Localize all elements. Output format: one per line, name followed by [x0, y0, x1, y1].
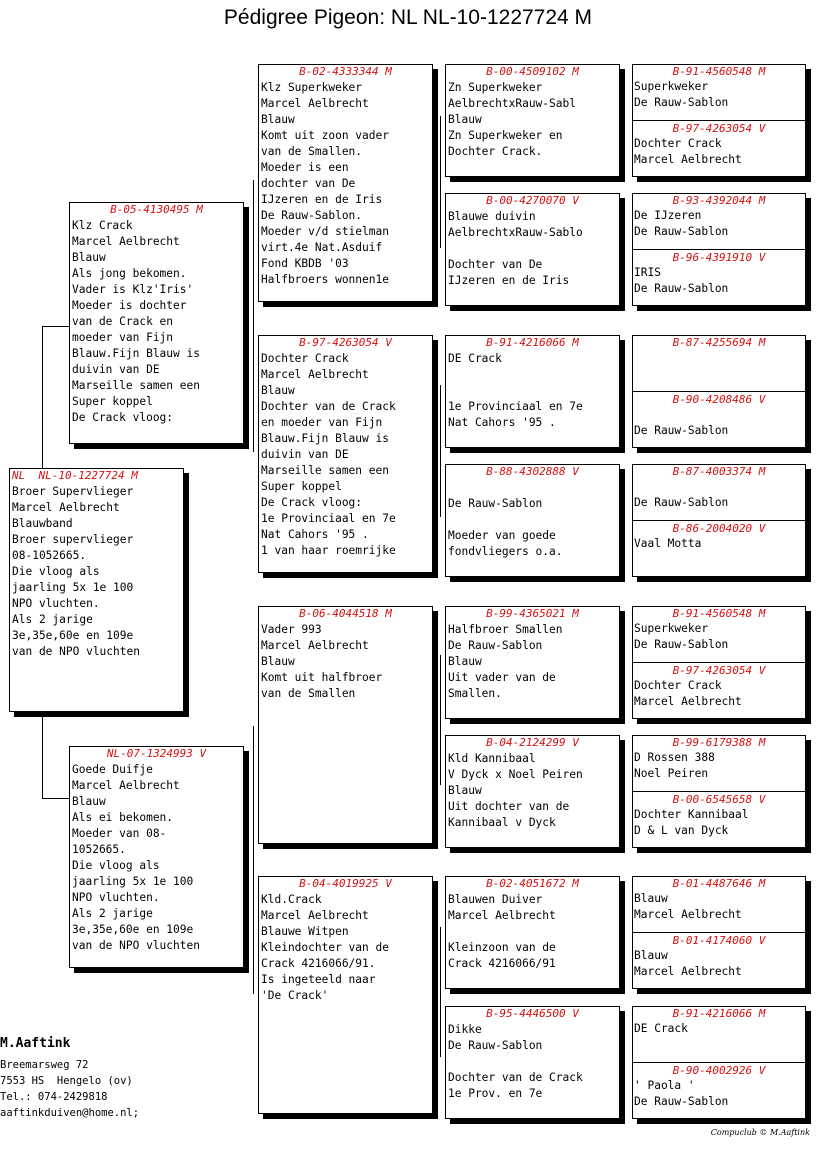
pair-divider: [632, 662, 806, 663]
pedigree-line: Blauw: [634, 892, 668, 905]
pedigree-line: Blauwen Duiver: [448, 893, 543, 906]
pedigree-line: Zn Superkweker: [448, 81, 543, 94]
pedigree-line: Die vloog als: [12, 565, 100, 578]
great-grandparent-card[interactable]: [445, 735, 620, 848]
connector-line: [42, 326, 69, 327]
great-great-grandparent-pair-card[interactable]: [632, 876, 806, 989]
ring-number: B-04-2124299 V: [486, 736, 579, 749]
card-body: [259, 350, 432, 560]
sire-entry: [633, 194, 805, 240]
card-body: [259, 891, 432, 1005]
pedigree-line: van de Crack en: [72, 315, 174, 328]
pair-divider: [632, 520, 806, 521]
pedigree-line: Superkweker: [634, 622, 709, 635]
pedigree-line: Broer Supervlieger: [12, 485, 134, 498]
pedigree-line: Blauw: [72, 251, 106, 264]
ring-number: B-97-4263054 V: [672, 122, 766, 135]
pedigree-line: De Rauw-Sablon: [634, 1095, 729, 1108]
pedigree-line: Vaal Motta: [634, 537, 702, 550]
pedigree-line: Marseille samen een: [261, 464, 389, 477]
card-body: [633, 807, 805, 839]
pedigree-line: De IJzeren: [634, 209, 702, 222]
card-body: [633, 750, 805, 782]
ring-number: B-04-4019925 V: [299, 877, 392, 890]
pedigree-line: Crack 4216066/91.: [261, 957, 376, 970]
ring-number: B-91-4560548 M: [672, 607, 766, 620]
dam-card[interactable]: [69, 746, 244, 968]
pedigree-line: [634, 407, 804, 423]
pedigree-line: jaarling 5x 1e 100: [12, 581, 134, 594]
ring-number: B-00-4509102 M: [486, 65, 579, 78]
pedigree-line: Blauw: [448, 113, 482, 126]
pedigree-line: [448, 480, 617, 496]
pedigree-line: Blauw: [634, 949, 668, 962]
sire-card[interactable]: [69, 202, 244, 444]
pedigree-line: Blauw.Fijn Blauw is: [261, 432, 389, 445]
pedigree-line: Marcel Aelbrecht: [261, 909, 369, 922]
owner-line: 7553 HS Hengelo (ov): [0, 1075, 133, 1087]
ring-number: B-99-6179388 M: [672, 736, 766, 749]
sire-entry: [633, 465, 805, 511]
pedigree-line: IJzeren en de Iris: [261, 193, 383, 206]
card-body: [633, 79, 805, 111]
pedigree-line: Marcel Aelbrecht: [72, 235, 180, 248]
card-body: [633, 891, 805, 923]
connector-line: [42, 712, 43, 798]
pedigree-line: Zn Superkweker en: [448, 129, 563, 142]
pedigree-line: Blauw: [261, 655, 295, 668]
pedigree-line: Fond KBDB '03: [261, 257, 349, 270]
card-body: [446, 621, 619, 703]
grandparent-card[interactable]: [258, 335, 433, 573]
ring-number: B-90-4002926 V: [672, 1064, 766, 1077]
pedigree-line: moeder van Fijn: [72, 331, 174, 344]
pedigree-line: van de Smallen.: [261, 145, 363, 158]
pedigree-line: Klz Superkweker: [261, 81, 363, 94]
pedigree-line: De Rauw-Sablon: [448, 497, 543, 510]
pedigree-line: 1e Provinciaal en 7e: [261, 512, 396, 525]
ring-number: B-91-4216066 M: [672, 1007, 766, 1020]
owner-line: aaftinkduiven@home.nl;: [0, 1107, 140, 1119]
great-grandparent-card[interactable]: [445, 876, 620, 989]
great-great-grandparent-pair-card[interactable]: [632, 1006, 806, 1119]
card-body: [446, 208, 619, 290]
ring-number: B-91-4216066 M: [486, 336, 579, 349]
great-great-grandparent-pair-card[interactable]: [632, 193, 806, 306]
pedigree-line: Dochter van De: [448, 258, 543, 271]
pedigree-line: Kld Kannibaal: [448, 752, 536, 765]
pedigree-line: [634, 350, 804, 366]
card-body: [633, 1021, 805, 1053]
pedigree-line: Dikke: [448, 1023, 482, 1036]
pedigree-line: Marcel Aelbrecht: [261, 368, 369, 381]
pedigree-line: 1052665.: [72, 843, 126, 856]
card-body: [633, 1078, 805, 1110]
pedigree-line: [448, 241, 617, 257]
sire-entry: [633, 736, 805, 782]
pedigree-line: Dochter Crack: [261, 352, 349, 365]
card-body: [633, 136, 805, 168]
ring-number: B-97-4263054 V: [299, 336, 392, 349]
pedigree-line: NPO vluchten.: [12, 597, 100, 610]
pedigree-line: Vader is Klz'Iris': [72, 283, 194, 296]
pedigree-line: De Rauw-Sablon: [634, 96, 729, 109]
ring-number: B-00-4270070 V: [486, 194, 579, 207]
pedigree-line: Superkweker: [634, 80, 709, 93]
sire-entry: [633, 877, 805, 923]
sire-entry: [633, 336, 805, 382]
ring-number: B-99-4365021 M: [486, 607, 579, 620]
pedigree-line: [634, 479, 804, 495]
pedigree-line: van de Smallen: [261, 687, 356, 700]
sire-lines: [70, 217, 243, 427]
pair-divider: [632, 1062, 806, 1063]
dam-entry: [633, 793, 805, 839]
dam-ring: NL-07-1324993 V: [106, 747, 207, 760]
pedigree-line: van de NPO vluchten: [12, 645, 140, 658]
sire-entry: [633, 65, 805, 111]
pedigree-line: virt.4e Nat.Asduif: [261, 241, 383, 254]
owner-line: Tel.: 074-2429818: [0, 1091, 108, 1103]
pedigree-line: 3e,35e,60e en 109e: [12, 629, 134, 642]
card-body: [446, 891, 619, 973]
connector-line: [253, 726, 254, 994]
great-grandparent-card[interactable]: [445, 1006, 620, 1119]
pedigree-line: Marcel Aelbrecht: [261, 97, 369, 110]
dam-entry: [633, 664, 805, 710]
sire-entry: [633, 1007, 805, 1053]
pedigree-line: Als ei bekomen.: [72, 811, 174, 824]
pedigree-line: Kld.Crack: [261, 893, 322, 906]
dam-entry: [633, 522, 805, 568]
connector-line: [42, 798, 69, 799]
great-great-grandparent-pair-card[interactable]: [632, 606, 806, 719]
pedigree-line: Marcel Aelbrecht: [12, 501, 120, 514]
pedigree-line: Moeder van 08-: [72, 827, 167, 840]
pedigree-line: De Rauw-Sablon: [634, 496, 729, 509]
card-body: [259, 79, 432, 289]
pedigree-line: De Rauw-Sablon: [634, 282, 729, 295]
pedigree-line: Moeder is dochter: [72, 299, 187, 312]
pedigree-line: De Rauw-Sablon.: [261, 209, 363, 222]
connector-line: [440, 385, 441, 517]
card-body: [633, 265, 805, 297]
pedigree-line: Uit vader van de: [448, 671, 556, 684]
connector-line: [42, 326, 43, 468]
card-body: [633, 621, 805, 653]
pedigree-line: Marcel Aelbrecht: [72, 779, 180, 792]
dam-entry: [633, 393, 805, 439]
card-body: [446, 79, 619, 161]
pedigree-line: 'De Crack': [261, 989, 329, 1002]
pedigree-line: De Rauw-Sablon: [448, 639, 543, 652]
card-body: [633, 479, 805, 511]
pedigree-line: Kleindochter van de: [261, 941, 389, 954]
pedigree-line: Klz Crack: [72, 219, 133, 232]
ring-number: B-02-4051672 M: [486, 877, 579, 890]
pedigree-line: Dochter Crack: [634, 137, 722, 150]
ring-number: B-95-4446500 V: [486, 1007, 579, 1020]
pair-divider: [632, 932, 806, 933]
ring-number: B-88-4302888 V: [486, 465, 579, 478]
pedigree-line: Goede Duifje: [72, 763, 153, 776]
pedigree-line: duivin van DE: [261, 448, 349, 461]
pedigree-line: Komt uit zoon vader: [261, 129, 389, 142]
pedigree-line: Kleinzoon van de: [448, 941, 556, 954]
pedigree-line: Halfbroers wonnen1e: [261, 273, 389, 286]
great-grandparent-card[interactable]: [445, 606, 620, 719]
ring-number: B-06-4044518 M: [299, 607, 392, 620]
pedigree-line: Dochter Crack.: [448, 145, 543, 158]
pedigree-line: Super koppel: [72, 395, 153, 408]
great-great-grandparent-pair-card[interactable]: [632, 735, 806, 848]
pedigree-line: ' Paola ': [634, 1079, 695, 1092]
page-title: Pédigree Pigeon: NL NL-10-1227724 M: [223, 6, 593, 29]
owner-name: M.Aaftink: [0, 1036, 71, 1051]
ring-number: B-97-4263054 V: [672, 664, 766, 677]
pedigree-line: Is ingeteeld naar: [261, 973, 376, 986]
pedigree-line: Marcel Aelbrecht: [448, 909, 556, 922]
sire-ring: B-05-4130495 M: [110, 203, 203, 216]
pedigree-line: Blauw: [261, 384, 295, 397]
pair-divider: [632, 249, 806, 250]
dam-entry: [633, 122, 805, 168]
pedigree-line: V Dyck x Noel Peiren: [448, 768, 583, 781]
ring-number: B-01-4174060 V: [672, 934, 766, 947]
great-grandparent-card[interactable]: [445, 64, 620, 177]
pedigree-line: IJzeren en de Iris: [448, 274, 570, 287]
pair-divider: [632, 120, 806, 121]
pair-divider: [632, 391, 806, 392]
grandparent-card[interactable]: [258, 64, 433, 302]
pedigree-line: 3e,35e,60e en 109e: [72, 923, 194, 936]
card-body: [446, 1021, 619, 1103]
pedigree-line: fondvliegers o.a.: [448, 545, 563, 558]
pedigree-line: Komt uit halfbroer: [261, 671, 383, 684]
ring-number: B-90-4208486 V: [672, 393, 766, 406]
ring-number: B-01-4487646 M: [672, 877, 766, 890]
pedigree-line: jaarling 5x 1e 100: [72, 875, 194, 888]
pedigree-line: [634, 1037, 804, 1053]
pedigree-line: De Crack vloog:: [72, 411, 174, 424]
connector-line: [440, 927, 441, 1057]
pedigree-line: Als 2 jarige: [12, 613, 93, 626]
footer-credit: Compuclub © M.Aaftink: [710, 1128, 810, 1137]
pedigree-line: Blauwe duivin: [448, 210, 536, 223]
pair-divider: [632, 791, 806, 792]
pedigree-line: D Rossen 388: [634, 751, 715, 764]
pedigree-line: Die vloog als: [72, 859, 160, 872]
pedigree-line: Broer supervlieger: [12, 533, 134, 546]
connector-line: [253, 180, 254, 452]
owner-address: [0, 1057, 200, 1121]
ring-number: B-00-6545658 V: [672, 793, 766, 806]
pedigree-line: De Crack vloog:: [261, 496, 363, 509]
pedigree-line: Dochter van de Crack: [448, 1071, 583, 1084]
owner-block: [0, 1035, 200, 1121]
dam-entry: [633, 251, 805, 297]
pedigree-line: NPO vluchten.: [72, 891, 160, 904]
pedigree-line: Crack 4216066/91: [448, 957, 556, 970]
pedigree-line: van de NPO vluchten: [72, 939, 200, 952]
card-body: [446, 350, 619, 432]
pedigree-line: 1e Prov. en 7e: [448, 1087, 543, 1100]
pedigree-line: Blauw.Fijn Blauw is: [72, 347, 200, 360]
pedigree-line: [448, 383, 617, 399]
card-body: [633, 350, 805, 382]
grandparent-card[interactable]: [258, 876, 433, 1114]
pedigree-line: Als 2 jarige: [72, 907, 153, 920]
pedigree-line: AelbrechtxRauw-Sabl: [448, 97, 576, 110]
pedigree-line: Nat Cahors '95 .: [261, 528, 369, 541]
ring-number: B-02-4333344 M: [299, 65, 392, 78]
pedigree-line: Marcel Aelbrecht: [261, 639, 369, 652]
pedigree-line: duivin van DE: [72, 363, 160, 376]
great-great-grandparent-pair-card[interactable]: [632, 464, 806, 577]
dam-lines: [70, 761, 243, 955]
pedigree-line: [448, 1054, 617, 1070]
pedigree-line: Blauw: [448, 784, 482, 797]
subject-ring: NL NL-10-1227724 M: [12, 469, 138, 482]
great-grandparent-card[interactable]: [445, 193, 620, 306]
pedigree-line: Blauw: [72, 795, 106, 808]
pedigree-line: Noel Peiren: [634, 767, 709, 780]
ring-number: B-91-4560548 M: [672, 65, 766, 78]
pedigree-line: Halfbroer Smallen: [448, 623, 563, 636]
card-body: [633, 536, 805, 568]
pedigree-line: Marcel Aelbrecht: [634, 908, 742, 921]
ring-number: B-86-2004020 V: [672, 522, 766, 535]
subject-card[interactable]: [9, 468, 184, 712]
pedigree-line: De Rauw-Sablon: [634, 638, 729, 651]
pedigree-line: [448, 924, 617, 940]
pedigree-line: Nat Cahors '95 .: [448, 416, 556, 429]
ring-number: B-87-4003374 M: [672, 465, 766, 478]
pedigree-line: [634, 366, 804, 382]
pedigree-line: 1 van haar roemrijke: [261, 544, 396, 557]
pedigree-line: dochter van De: [261, 177, 356, 190]
pedigree-line: Moeder is een: [261, 161, 349, 174]
pedigree-line: Marseille samen een: [72, 379, 200, 392]
pedigree-line: De Rauw-Sablon: [448, 1039, 543, 1052]
pedigree-line: Super koppel: [261, 480, 342, 493]
pedigree-line: Als jong bekomen.: [72, 267, 187, 280]
pedigree-line: Vader 993: [261, 623, 322, 636]
card-body: [259, 621, 432, 703]
pedigree-line: De Rauw-Sablon: [634, 424, 729, 437]
card-body: [633, 208, 805, 240]
card-body: [446, 479, 619, 561]
pedigree-line: Dochter Crack: [634, 679, 722, 692]
pedigree-line: DE Crack: [634, 1022, 688, 1035]
dam-entry: [633, 1064, 805, 1110]
pedigree-line: 1e Provinciaal en 7e: [448, 400, 583, 413]
pedigree-line: AelbrechtxRauw-Sablo: [448, 226, 583, 239]
owner-line: Breemarsweg 72: [0, 1059, 89, 1071]
great-great-grandparent-pair-card[interactable]: [632, 64, 806, 177]
ring-number: B-87-4255694 M: [672, 336, 766, 349]
ring-number: B-93-4392044 M: [672, 194, 766, 207]
great-great-grandparent-pair-card[interactable]: [632, 335, 806, 448]
dam-entry: [633, 934, 805, 980]
card-body: [633, 948, 805, 980]
pedigree-line: De Rauw-Sablon: [634, 225, 729, 238]
pedigree-line: Smallen.: [448, 687, 502, 700]
connector-line: [440, 655, 441, 785]
card-body: [446, 750, 619, 832]
pedigree-line: Marcel Aelbrecht: [634, 965, 742, 978]
pedigree-line: DE Crack: [448, 352, 502, 365]
great-grandparent-card[interactable]: [445, 335, 620, 448]
pedigree-line: D & L van Dyck: [634, 824, 729, 837]
pedigree-line: Blauwe Witpen: [261, 925, 349, 938]
pedigree-line: Moeder v/d stielman: [261, 225, 389, 238]
pedigree-line: en moeder van Fijn: [261, 416, 383, 429]
connector-line: [440, 116, 441, 248]
pedigree-line: Kannibaal v Dyck: [448, 816, 556, 829]
card-body: [633, 407, 805, 439]
ring-number: B-96-4391910 V: [672, 251, 766, 264]
pedigree-line: 08-1052665.: [12, 549, 87, 562]
pedigree-line: Dochter Kannibaal: [634, 808, 749, 821]
pedigree-line: [634, 552, 804, 568]
pedigree-line: Dochter van de Crack: [261, 400, 396, 413]
pedigree-line: Blauwband: [12, 517, 73, 530]
pedigree-line: IRIS: [634, 266, 661, 279]
subject-lines: [10, 483, 183, 661]
pedigree-line: Uit dochter van de: [448, 800, 570, 813]
pedigree-line: Marcel Aelbrecht: [634, 153, 742, 166]
pedigree-line: Marcel Aelbrecht: [634, 695, 742, 708]
pedigree-line: Blauw: [261, 113, 295, 126]
pedigree-line: Blauw: [448, 655, 482, 668]
pedigree-line: Moeder van goede: [448, 529, 556, 542]
pedigree-line: [448, 512, 617, 528]
pedigree-line: [448, 367, 617, 383]
grandparent-card[interactable]: [258, 606, 433, 844]
great-grandparent-card[interactable]: [445, 464, 620, 577]
sire-entry: [633, 607, 805, 653]
card-body: [633, 678, 805, 710]
